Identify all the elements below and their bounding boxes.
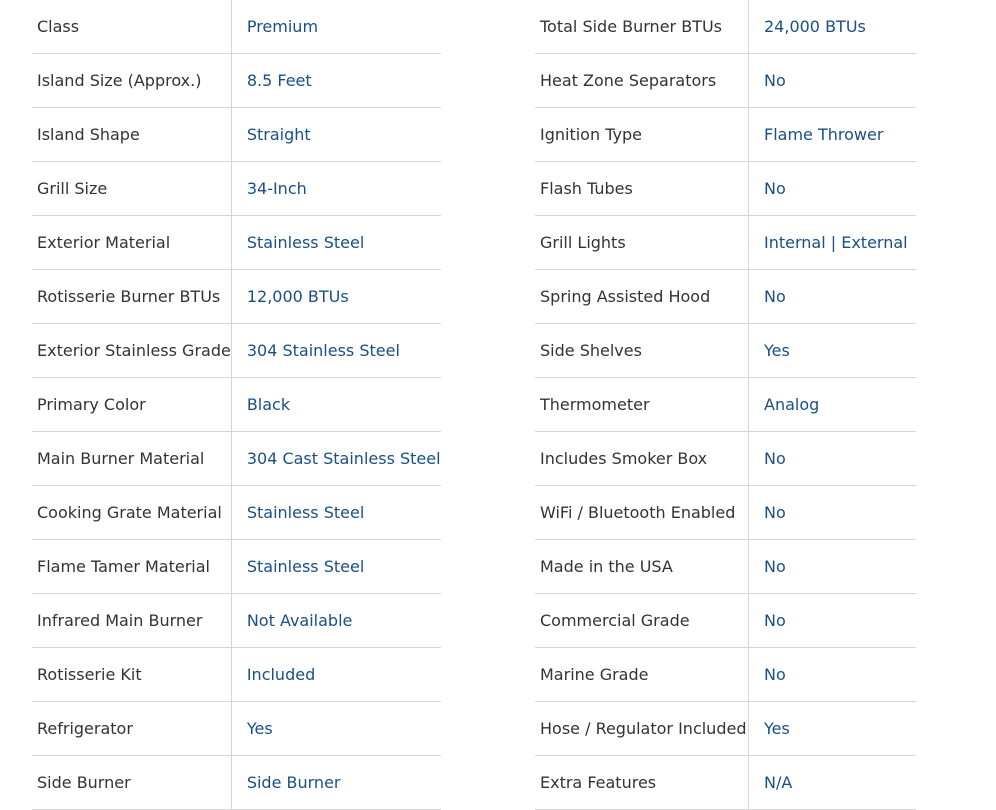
spec-value: Yes bbox=[749, 324, 917, 378]
spec-label: Refrigerator bbox=[32, 702, 231, 756]
spec-label: Made in the USA bbox=[535, 540, 749, 594]
spec-label: Cooking Grate Material bbox=[32, 486, 231, 540]
spec-value: No bbox=[749, 594, 917, 648]
spec-value: Straight bbox=[231, 108, 440, 162]
spec-value: 34-Inch bbox=[231, 162, 440, 216]
spec-row-grill-size bbox=[32, 162, 441, 216]
spec-label: Island Size (Approx.) bbox=[32, 54, 231, 108]
spec-row-infrared-main-burner bbox=[32, 594, 441, 648]
spec-label: Grill Lights bbox=[535, 216, 749, 270]
spec-label: Infrared Main Burner bbox=[32, 594, 231, 648]
spec-row-commercial-grade bbox=[535, 594, 916, 648]
spec-value: Black bbox=[231, 378, 440, 432]
spec-row-marine-grade bbox=[535, 648, 916, 702]
spec-label: Class bbox=[32, 0, 231, 54]
spec-row-grill-lights bbox=[535, 216, 916, 270]
spec-value: No bbox=[749, 540, 917, 594]
spec-label: Island Shape bbox=[32, 108, 231, 162]
specs-table-left-body bbox=[32, 0, 441, 810]
specs-table-right bbox=[535, 0, 916, 810]
spec-value: Included bbox=[231, 648, 440, 702]
spec-label: WiFi / Bluetooth Enabled bbox=[535, 486, 749, 540]
spec-row-flash-tubes bbox=[535, 162, 916, 216]
spec-label: Flame Tamer Material bbox=[32, 540, 231, 594]
specs-table-right-body bbox=[535, 0, 916, 810]
spec-label: Ignition Type bbox=[535, 108, 749, 162]
spec-value: Yes bbox=[231, 702, 440, 756]
spec-label: Thermometer bbox=[535, 378, 749, 432]
spec-row-refrigerator bbox=[32, 702, 441, 756]
spec-value: No bbox=[749, 486, 917, 540]
spec-value: Analog bbox=[749, 378, 917, 432]
spec-label: Total Side Burner BTUs bbox=[535, 0, 749, 54]
spec-label: Heat Zone Separators bbox=[535, 54, 749, 108]
spec-value: Internal | External bbox=[749, 216, 917, 270]
spec-label: Side Burner bbox=[32, 756, 231, 810]
spec-row-made-in-the-usa bbox=[535, 540, 916, 594]
spec-row-rotisserie-kit bbox=[32, 648, 441, 702]
spec-value: Yes bbox=[749, 702, 917, 756]
spec-value: Stainless Steel bbox=[231, 486, 440, 540]
spec-row-heat-zone-separators bbox=[535, 54, 916, 108]
spec-row-cooking-grate-material bbox=[32, 486, 441, 540]
spec-row-island-shape bbox=[32, 108, 441, 162]
spec-value: Flame Thrower bbox=[749, 108, 917, 162]
spec-row-exterior-material bbox=[32, 216, 441, 270]
spec-value: Stainless Steel bbox=[231, 540, 440, 594]
spec-value: Stainless Steel bbox=[231, 216, 440, 270]
spec-row-rotisserie-burner-btus bbox=[32, 270, 441, 324]
spec-row-side-shelves bbox=[535, 324, 916, 378]
spec-label: Hose / Regulator Included bbox=[535, 702, 749, 756]
spec-label: Commercial Grade bbox=[535, 594, 749, 648]
spec-row-primary-color bbox=[32, 378, 441, 432]
spec-row-includes-smoker-box bbox=[535, 432, 916, 486]
spec-label: Spring Assisted Hood bbox=[535, 270, 749, 324]
spec-value: 304 Cast Stainless Steel bbox=[231, 432, 440, 486]
spec-value: No bbox=[749, 54, 917, 108]
spec-value: 8.5 Feet bbox=[231, 54, 440, 108]
spec-row-thermometer bbox=[535, 378, 916, 432]
spec-label: Exterior Stainless Grade bbox=[32, 324, 231, 378]
spec-row-spring-assisted-hood bbox=[535, 270, 916, 324]
spec-value: 24,000 BTUs bbox=[749, 0, 917, 54]
spec-row-exterior-stainless-grade bbox=[32, 324, 441, 378]
spec-value: Premium bbox=[231, 0, 440, 54]
spec-value: N/A bbox=[749, 756, 917, 810]
spec-label: Includes Smoker Box bbox=[535, 432, 749, 486]
spec-label: Rotisserie Burner BTUs bbox=[32, 270, 231, 324]
spec-row-class bbox=[32, 0, 441, 54]
spec-label: Marine Grade bbox=[535, 648, 749, 702]
spec-value: Side Burner bbox=[231, 756, 440, 810]
spec-label: Side Shelves bbox=[535, 324, 749, 378]
spec-row-wifi-bluetooth-enabled bbox=[535, 486, 916, 540]
spec-value: Not Available bbox=[231, 594, 440, 648]
spec-value: 12,000 BTUs bbox=[231, 270, 440, 324]
spec-row-extra-features bbox=[535, 756, 916, 810]
spec-label: Flash Tubes bbox=[535, 162, 749, 216]
spec-row-flame-tamer-material bbox=[32, 540, 441, 594]
spec-label: Rotisserie Kit bbox=[32, 648, 231, 702]
spec-row-ignition-type bbox=[535, 108, 916, 162]
spec-row-hose-regulator-included bbox=[535, 702, 916, 756]
spec-row-side-burner bbox=[32, 756, 441, 810]
spec-label: Extra Features bbox=[535, 756, 749, 810]
spec-row-total-side-burner-btus bbox=[535, 0, 916, 54]
spec-value: No bbox=[749, 648, 917, 702]
spec-value: No bbox=[749, 162, 917, 216]
spec-label: Main Burner Material bbox=[32, 432, 231, 486]
spec-row-main-burner-material bbox=[32, 432, 441, 486]
spec-value: No bbox=[749, 432, 917, 486]
spec-label: Exterior Material bbox=[32, 216, 231, 270]
spec-label: Primary Color bbox=[32, 378, 231, 432]
spec-label: Grill Size bbox=[32, 162, 231, 216]
spec-value: 304 Stainless Steel bbox=[231, 324, 440, 378]
specs-table-left bbox=[32, 0, 441, 810]
spec-value: No bbox=[749, 270, 917, 324]
spec-row-island-size bbox=[32, 54, 441, 108]
